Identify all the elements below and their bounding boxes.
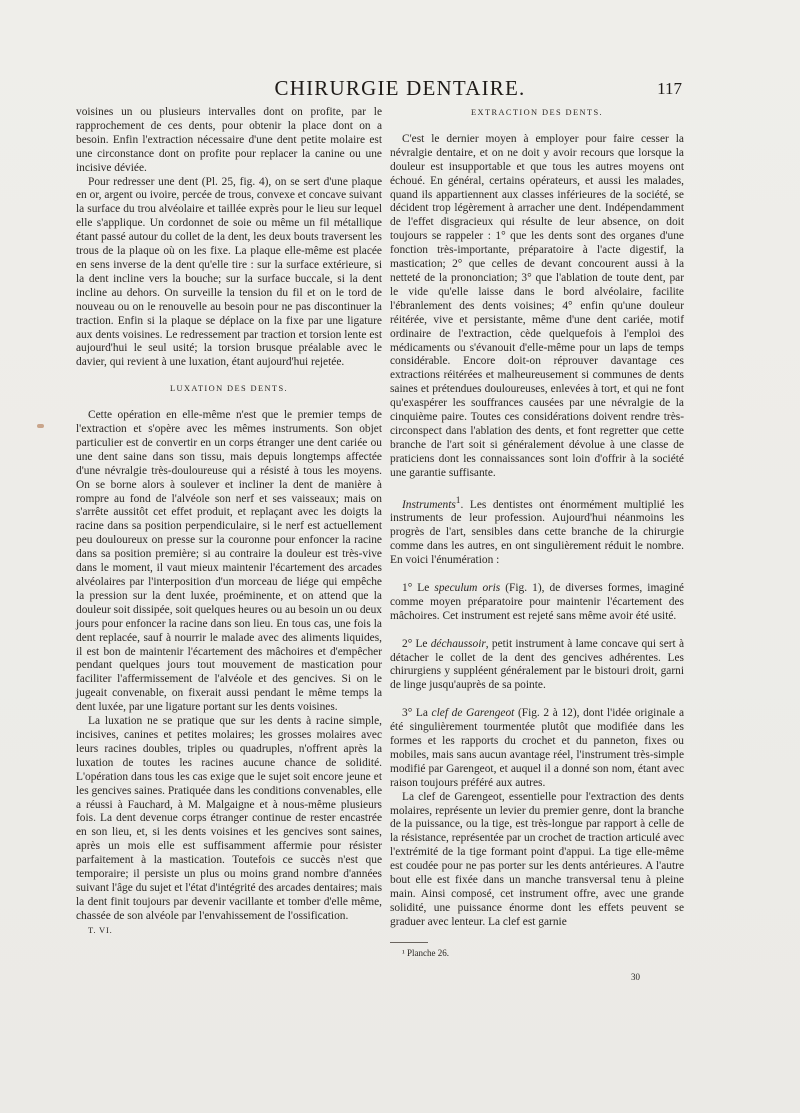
clef-number: 3° La [402, 707, 432, 720]
right-paragraph-dechaussoir [390, 638, 684, 694]
footnote-ref: 1 [455, 495, 461, 506]
right-paragraph-clef [390, 707, 684, 790]
speculum-term: speculum oris [434, 581, 501, 594]
instruments-term: Instruments [402, 498, 456, 511]
right-paragraph-instruments [390, 495, 684, 568]
running-title: CHIRURGIE DENTAIRE. [274, 76, 526, 100]
speculum-number: 1° Le [402, 581, 435, 594]
clef-text: (Fig. 2 à 12), dont l'idée originale a été singulièrement tourmentée plutôt que modifiée dans les formes et les rapports du crochet et du panneton, fixes ou mobiles, mais sans aucun avantage réel, l'instrument très-simple modifié par Garengeot, et auquel il a donné son nom, étant avec raison toujours préféré aux autres. [390, 707, 684, 789]
dechaussoir-term: déchaussoir [430, 637, 486, 650]
page-number: 117 [657, 79, 682, 98]
left-paragraph-4: La luxation ne se pratique que sur les dents à racine simple, incisives, canines et petites molaires; les grosses molaires avec leurs racines doubles, triples ou quadruples, n'offrent après la luxation de toutes les racines aucune chance de solidité. L'opération dans tous les cas exige que le sujet soit encore jeune et les gencives saines. Pratiquée dans les conditions convenables, elle a réussi à Fauchard, à M. Malgaigne et à nous-même plusieurs fois. La dent devenue corps étranger continue de rester encastrée en son lieu, et, si les dents voisines et les gencives sont saines, après un mois elle est suffisamment affermie pour résister parfaitement à la mastication. Toutefois ce succès n'est que temporaire; il persiste un plus ou moins grand nombre d'années suivant l'âge du sujet et l'état d'intégrité des arcades dentaires; mais la dent finit toujours par devenir vacillante et tomber d'elle même, chassée de son alvéole par l'envahissement de l'ossification. [76, 715, 383, 922]
dechaussoir-number: 2° Le [402, 637, 431, 650]
sheet-number: 30 [631, 971, 640, 982]
left-column [76, 106, 382, 938]
right-column [390, 106, 684, 985]
left-paragraph-2: Pour redresser une dent (Pl. 25, fig. 4), on se sert d'une plaque en or, argent ou ivoire, percée de trous, convexe et concave suivant la surface du trou alvéolaire et taillée exprès pour le lieu sur lequel elle s'applique. Un cordonnet de soie ou même un fil métallique étant passé autour du collet de la dent, les deux bouts traversent les trous de la plaque où on les fixe. La plaque elle-même est placée en sens inverse de la dent qu'elle tire : sur la surface extérieure, si la dent incline vers la bouche; sur la surface buccale, si la dent incline au dehors. On surveille la tension du fil et on le tord de nouveau ou on le renouvelle au besoin pour ne pas discontinuer la traction. Enfin si la plaque se déplace on la fixe par une ligature aux dents voisines. Le redressement par traction et torsion lente est aujourd'hui le seul usité; la torsion brusque préalable avec le davier, qui revient à une luxation, étant aujourd'hui rejetée. [76, 175, 382, 369]
section-heading-luxation: LUXATION DES DENTS. [169, 384, 289, 394]
footnote-rule [390, 942, 428, 943]
margin-stain [37, 424, 44, 428]
left-paragraph-1: voisines un ou plusieurs intervalles dont on profite, par le rapprochement de ces dents, pour obtenir la place dont on a besoin. Enfin l'extraction nécessaire d'une dent petite molaire est une circonstance dont on profite pour replacer la canine ou une incisive déviée. [76, 106, 382, 174]
right-paragraph-1: C'est le dernier moyen à employer pour faire cesser la névralgie dentaire, et on ne doit y avoir recours que lorsque la douleur est insupportable et que tous les autres moyens ont échoué. En général, certains opérateurs, et aussi les malades, quand ils appartiennent aux classes inférieures de la société, se décident trop légèrement à arracher une dent. Indépendamment de l'effet disgracieux qui résulte de leur absence, on doit toujours se rappeler : 1° que les dents sont des organes d'une fonction très-importante, préparatoire à l'acte digestif, la mastication; 2° que celles de devant concourent aussi à la netteté de la prononciation; 3° que l'ablation de toute dent, par le vide qu'elle laisse dans le bord alvéolaire, facilite l'ébranlement des dents voisines; 4° enfin qu'une douleur réitérée, vive et persistante, même d'une dent cariée, motif ordinaire de l'extraction, cède quelquefois à l'emploi des médicaments ou s'évanouit d'elle-même pour un laps de temps considérable. Encore doit-on réprouver davantage ces extractions réitérées et malheureusement si communes de dents saines et prétendues douloureuses, enlevées à tort, et qui ne font qu'exaspérer les souffrances causées par une névralgie de la cinquième paire. Toutes ces considérations doivent rendre très-circonspect dans l'ablation des dents, et font regretter que cette branche de l'art soit si généralement dévolue à une classe de praticiens dont les connaissances sont loin d'offrir à la société une garantie suffisante. [390, 132, 684, 479]
signature-mark: T. VI. [88, 924, 113, 935]
right-paragraph-speculum [390, 582, 684, 624]
footnote: ¹ Planche 26. [402, 947, 449, 958]
dechaussoir-text: , petit instrument à lame concave qui sert à détacher le collet de la dent des gencives adhérentes. Les chirurgiens y suppléent généralement par le bistouri droit, garni de linge jusqu'auprès de sa pointe. [390, 637, 685, 692]
running-head [0, 76, 800, 104]
right-paragraph-clef-description: La clef de Garengeot, essentielle pour l'extraction des dents molaires, représente un levier du premier genre, dont la branche de la puissance, ou la tige, est très-longue par rapport à celle de la résistance, représentée par un crochet de traction articulé avec l'extrémité de la tige formant point d'appui. La tige elle-même est coudée pour ne pas porter sur les dents antérieures. A l'autre bout elle est fixée dans un manche transversal tenu à pleine main. Ainsi composé, cet instrument offre, avec une grande solidité, une puissance énorme dont les effets peuvent se graduer avec lenteur. La clef est garnie [390, 790, 684, 928]
clef-term: clef de Garengeot [431, 707, 515, 720]
left-paragraph-3: Cette opération en elle-même n'est que le premier temps de l'extraction et s'opère avec les mêmes instruments. Son objet particulier est de convertir en un corps étranger une dent cariée ou une dent saine dans son tissu, mais depuis longtemps affectée d'une névralgie très-douloureuse qui a résisté à tous les moyens. On se borne alors à soulever et incliner la dent de manière à rompre au fond de l'alvéole son nerf et ses vaisseaux; mais on s'arrête aussitôt cet effet produit, et replaçant avec les doigts la racine dans sa position perpendiculaire, si le nerf est actuellement peu douloureux on presse sur la couronne pour enfoncer la racine dans sa position première; si au contraire la douleur est très-vive dans le moment, il vaut mieux maintenir l'écartement des arcades alvéolaires par l'interposition d'un morceau de liége qui empêche la pression sur la dent luxée, proéminente, et on attend que la douleur soit dissipée, soit quelques heures ou au besoin un ou deux jours pour enfoncer la racine dans son lieu. En tous cas, une fois la dent replacée, sauf à nourrir le malade avec des aliments liquides, il est bon de maintenir l'écartement des mâchoires et d'empêcher pendant quelques jours tout mouvement de mastication pour faciliter l'affermissement de l'alvéole et des gencives. Si on le jugeait convenable, on fixerait aussi pendant le même temps la dent luxée, par une ligature portant sur les dents voisines. [76, 409, 382, 714]
speculum-text: (Fig. 1), de diverses formes, imaginé comme moyen préparatoire pour maintenir l'écartement des mâchoires. Cet instrument est rejeté sans même avoir été usité. [390, 581, 684, 622]
section-heading-extraction: EXTRACTION DES DENTS. [471, 108, 603, 117]
instruments-text: . Les dentistes ont énormément multiplié les instruments de leur profession. Aujourd'hui néanmoins les progrès de l'art, sensibles dans cette branche de la chirurgie comme dans les autres, en ont singulièrement réduit le nombre. En voici l'énumération : [390, 498, 684, 566]
